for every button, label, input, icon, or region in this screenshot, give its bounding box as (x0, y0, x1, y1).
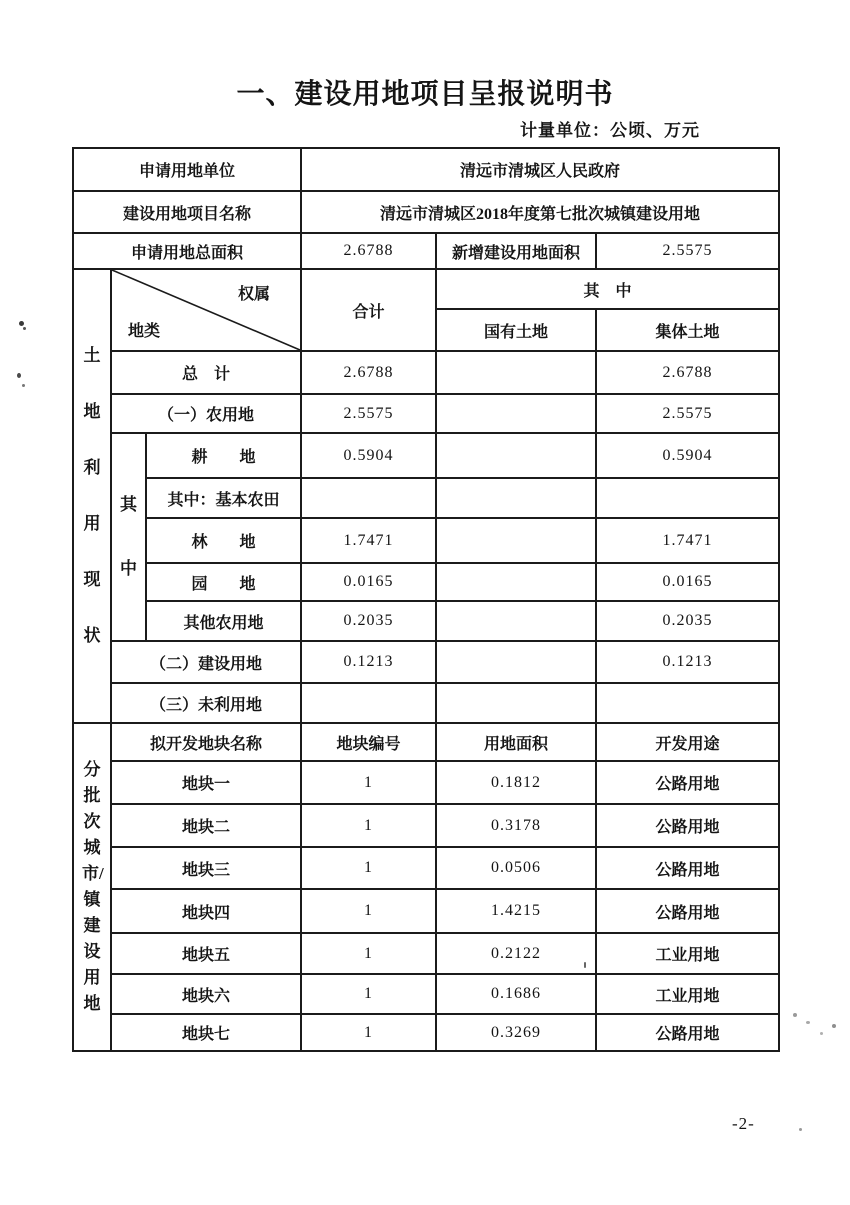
total-area-label: 申请用地总面积 (73, 233, 301, 269)
plot-name: 地块三 (111, 847, 301, 889)
plot-area: 1.4215 (436, 889, 596, 933)
cell-collective: 0.2035 (596, 601, 779, 641)
plot-area: 0.2122 (436, 933, 596, 974)
row-label: 耕 地 (146, 433, 301, 478)
diagonal-landtype-label: 地类 (128, 323, 161, 340)
row-label: （一）农用地 (111, 394, 301, 433)
cell-total (301, 478, 436, 518)
page-number: -2- (732, 1114, 755, 1133)
table-row-forest (73, 518, 779, 563)
diagonal-ownership-label: 权属 (237, 286, 270, 303)
plot-use: 公路用地 (596, 889, 779, 933)
cell-collective: 1.7471 (596, 518, 779, 563)
plot-number: 1 (301, 889, 436, 933)
plot-use: 公路用地 (596, 804, 779, 847)
total-area-row (73, 233, 779, 269)
plot-row (73, 933, 779, 974)
cell-state (436, 641, 596, 683)
table-row-construction (73, 641, 779, 683)
applicant-label: 申请用地单位 (73, 148, 301, 191)
scan-speck (793, 1013, 797, 1017)
plot-row (73, 1014, 779, 1051)
project-value: 清远市清城区2018年度第七批次城镇建设用地 (301, 191, 779, 233)
applicant-row (73, 148, 779, 191)
scan-speck (584, 962, 586, 968)
plot-name: 地块一 (111, 761, 301, 804)
col-header-total: 合计 (301, 269, 436, 351)
measurement-unit-note: 计量单位：公顷、万元 (520, 121, 700, 140)
row-label: 总 计 (111, 351, 301, 394)
plots-header-row (73, 723, 779, 761)
plot-row (73, 974, 779, 1014)
cell-collective (596, 683, 779, 723)
cell-state (436, 563, 596, 601)
diagonal-header-cell (111, 269, 301, 351)
plot-name: 地块二 (111, 804, 301, 847)
scan-speck (806, 1021, 810, 1024)
row-label: 林 地 (146, 518, 301, 563)
new-construction-value: 2.5575 (596, 233, 779, 269)
scan-speck (832, 1024, 836, 1028)
project-name-row (73, 191, 779, 233)
col-header-state-owned: 国有土地 (436, 309, 596, 351)
plot-area: 0.0506 (436, 847, 596, 889)
cell-state (436, 518, 596, 563)
row-label: （三）未利用地 (111, 683, 301, 723)
plots-col-use: 开发用途 (596, 723, 779, 761)
plot-name: 地块六 (111, 974, 301, 1014)
new-construction-label: 新增建设用地面积 (436, 233, 596, 269)
project-label: 建设用地项目名称 (73, 191, 301, 233)
plot-number: 1 (301, 804, 436, 847)
plot-use: 公路用地 (596, 847, 779, 889)
row-label: （二）建设用地 (111, 641, 301, 683)
plot-number: 1 (301, 974, 436, 1014)
cell-state (436, 601, 596, 641)
scan-speck (820, 1032, 823, 1035)
cell-total: 1.7471 (301, 518, 436, 563)
land-use-header-row-1 (73, 269, 779, 309)
scan-speck (19, 321, 24, 326)
cell-collective (596, 478, 779, 518)
cell-collective: 2.6788 (596, 351, 779, 394)
cell-total: 2.6788 (301, 351, 436, 394)
plot-number: 1 (301, 933, 436, 974)
cell-state (436, 433, 596, 478)
scan-speck (17, 373, 21, 378)
plot-number: 1 (301, 847, 436, 889)
plot-row (73, 847, 779, 889)
cell-collective: 2.5575 (596, 394, 779, 433)
plot-use: 工业用地 (596, 933, 779, 974)
plots-section-label: 分批次城市/镇建设用地 (73, 723, 111, 1051)
scan-speck (22, 384, 25, 387)
cell-state (436, 683, 596, 723)
cell-state (436, 394, 596, 433)
land-submission-table (72, 147, 780, 1052)
plots-col-number: 地块编号 (301, 723, 436, 761)
col-header-collective: 集体土地 (596, 309, 779, 351)
cell-state (436, 351, 596, 394)
table-row-grand-total (73, 351, 779, 394)
cell-total: 0.2035 (301, 601, 436, 641)
plot-number: 1 (301, 761, 436, 804)
plot-row (73, 804, 779, 847)
row-label: 其他农用地 (146, 601, 301, 641)
scan-speck (23, 327, 26, 330)
cell-total: 0.0165 (301, 563, 436, 601)
among-group-label: 其中 (111, 433, 146, 641)
plots-col-area: 用地面积 (436, 723, 596, 761)
table-row-garden (73, 563, 779, 601)
row-label: 园 地 (146, 563, 301, 601)
cell-collective: 0.5904 (596, 433, 779, 478)
cell-total: 2.5575 (301, 394, 436, 433)
scan-speck (799, 1128, 802, 1131)
table-row-basic-farmland (73, 478, 779, 518)
plot-area: 0.1686 (436, 974, 596, 1014)
col-header-among: 其 中 (436, 269, 779, 309)
table-row-other-agricultural (73, 601, 779, 641)
cell-total: 0.1213 (301, 641, 436, 683)
applicant-value: 清远市清城区人民政府 (301, 148, 779, 191)
page-title: 一、建设用地项目呈报说明书 (236, 79, 614, 110)
cell-total (301, 683, 436, 723)
plot-use: 工业用地 (596, 974, 779, 1014)
plot-name: 地块四 (111, 889, 301, 933)
cell-total: 0.5904 (301, 433, 436, 478)
plot-name: 地块五 (111, 933, 301, 974)
plot-row (73, 761, 779, 804)
cell-collective: 0.0165 (596, 563, 779, 601)
plot-area: 0.3178 (436, 804, 596, 847)
plot-area: 0.3269 (436, 1014, 596, 1051)
cell-state (436, 478, 596, 518)
table-row-agricultural (73, 394, 779, 433)
total-area-value: 2.6788 (301, 233, 436, 269)
row-label: 其中：基本农田 (146, 478, 301, 518)
plot-row (73, 889, 779, 933)
plot-number: 1 (301, 1014, 436, 1051)
cell-collective: 0.1213 (596, 641, 779, 683)
table-row-cultivated (73, 433, 779, 478)
plots-col-name: 拟开发地块名称 (111, 723, 301, 761)
plot-use: 公路用地 (596, 1014, 779, 1051)
plot-area: 0.1812 (436, 761, 596, 804)
plot-use: 公路用地 (596, 761, 779, 804)
land-use-section-label: 土地利用现状 (73, 269, 111, 723)
table-row-unused (73, 683, 779, 723)
plot-name: 地块七 (111, 1014, 301, 1051)
